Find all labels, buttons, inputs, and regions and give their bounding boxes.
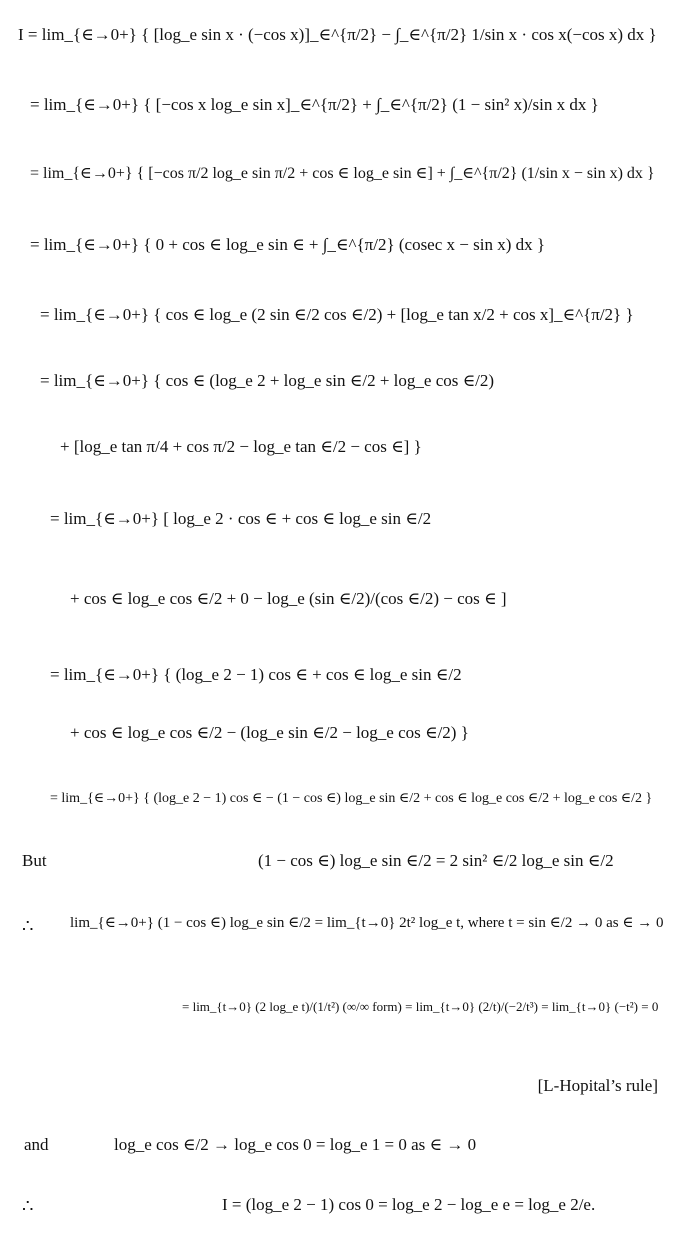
but-equation: (1 − cos ∈) log_e sin ∈/2 = 2 sin² ∈/2 log_e sin ∈/2 [258,851,614,870]
therefore-equation-1: lim_{∈→0+} (1 − cos ∈) log_e sin ∈/2 = lim_{t→0} 2t² log_e t, where t = sin ∈/2 → 0 as ∈ → 0 [70,915,664,931]
step-8-cont: + cos ∈ log_e cos ∈/2 − (log_e sin ∈/2 − log_e cos ∈/2) } [70,723,469,742]
therefore-symbol-1: ∴ [22,916,36,936]
and-label: and [24,1135,49,1154]
step-1: I = lim_{∈→0+} { [log_e sin x · (−cos x)]_∈^{π/2} − ∫_∈^{π/2} 1/sin x · cos x(−cos x) dx } [18,25,657,44]
step-2: = lim_{∈→0+} { [−cos x log_e sin x]_∈^{π/2} + ∫_∈^{π/2} (1 − sin² x)/sin x dx } [30,95,599,114]
step-8: = lim_{∈→0+} { (log_e 2 − 1) cos ∈ + cos ∈ log_e sin ∈/2 [50,665,462,684]
final-equation: I = (log_e 2 − 1) cos 0 = log_e 2 − log_e e = log_e 2/e. [222,1195,596,1214]
step-7-cont: + cos ∈ log_e cos ∈/2 + 0 − log_e (sin ∈/2)/(cos ∈/2) − cos ∈ ] [70,589,507,608]
therefore-symbol-2: ∴ [22,1196,36,1216]
step-9: = lim_{∈→0+} { (log_e 2 − 1) cos ∈ − (1 − cos ∈) log_e sin ∈/2 + cos ∈ log_e cos ∈/2 + log_e cos ∈/2 } [50,791,653,806]
step-4: = lim_{∈→0+} { 0 + cos ∈ log_e sin ∈ + ∫_∈^{π/2} (cosec x − sin x) dx } [30,235,546,254]
rule-note: [L-Hopital’s rule] [537,1076,658,1095]
step-6-cont: + [log_e tan π/4 + cos π/2 − log_e tan ∈/2 − cos ∈] } [60,437,422,456]
step-7: = lim_{∈→0+} [ log_e 2 · cos ∈ + cos ∈ log_e sin ∈/2 [50,509,432,528]
limit-equation: = lim_{t→0} (2 log_e t)/(1/t²) (∞/∞ form) = lim_{t→0} (2/t)/(−2/t³) = lim_{t→0} (−t²) = 0 [182,999,659,1014]
step-6: = lim_{∈→0+} { cos ∈ (log_e 2 + log_e sin ∈/2 + log_e cos ∈/2) [40,371,495,390]
but-label: But [22,851,47,870]
and-equation: log_e cos ∈/2 → log_e cos 0 = log_e 1 = 0 as ∈ → 0 [114,1135,477,1154]
step-5: = lim_{∈→0+} { cos ∈ log_e (2 sin ∈/2 cos ∈/2) + [log_e tan x/2 + cos x]_∈^{π/2} } [40,305,634,324]
step-3: = lim_{∈→0+} { [−cos π/2 log_e sin π/2 + cos ∈ log_e sin ∈] + ∫_∈^{π/2} (1/sin x − sin x) dx } [30,165,655,182]
